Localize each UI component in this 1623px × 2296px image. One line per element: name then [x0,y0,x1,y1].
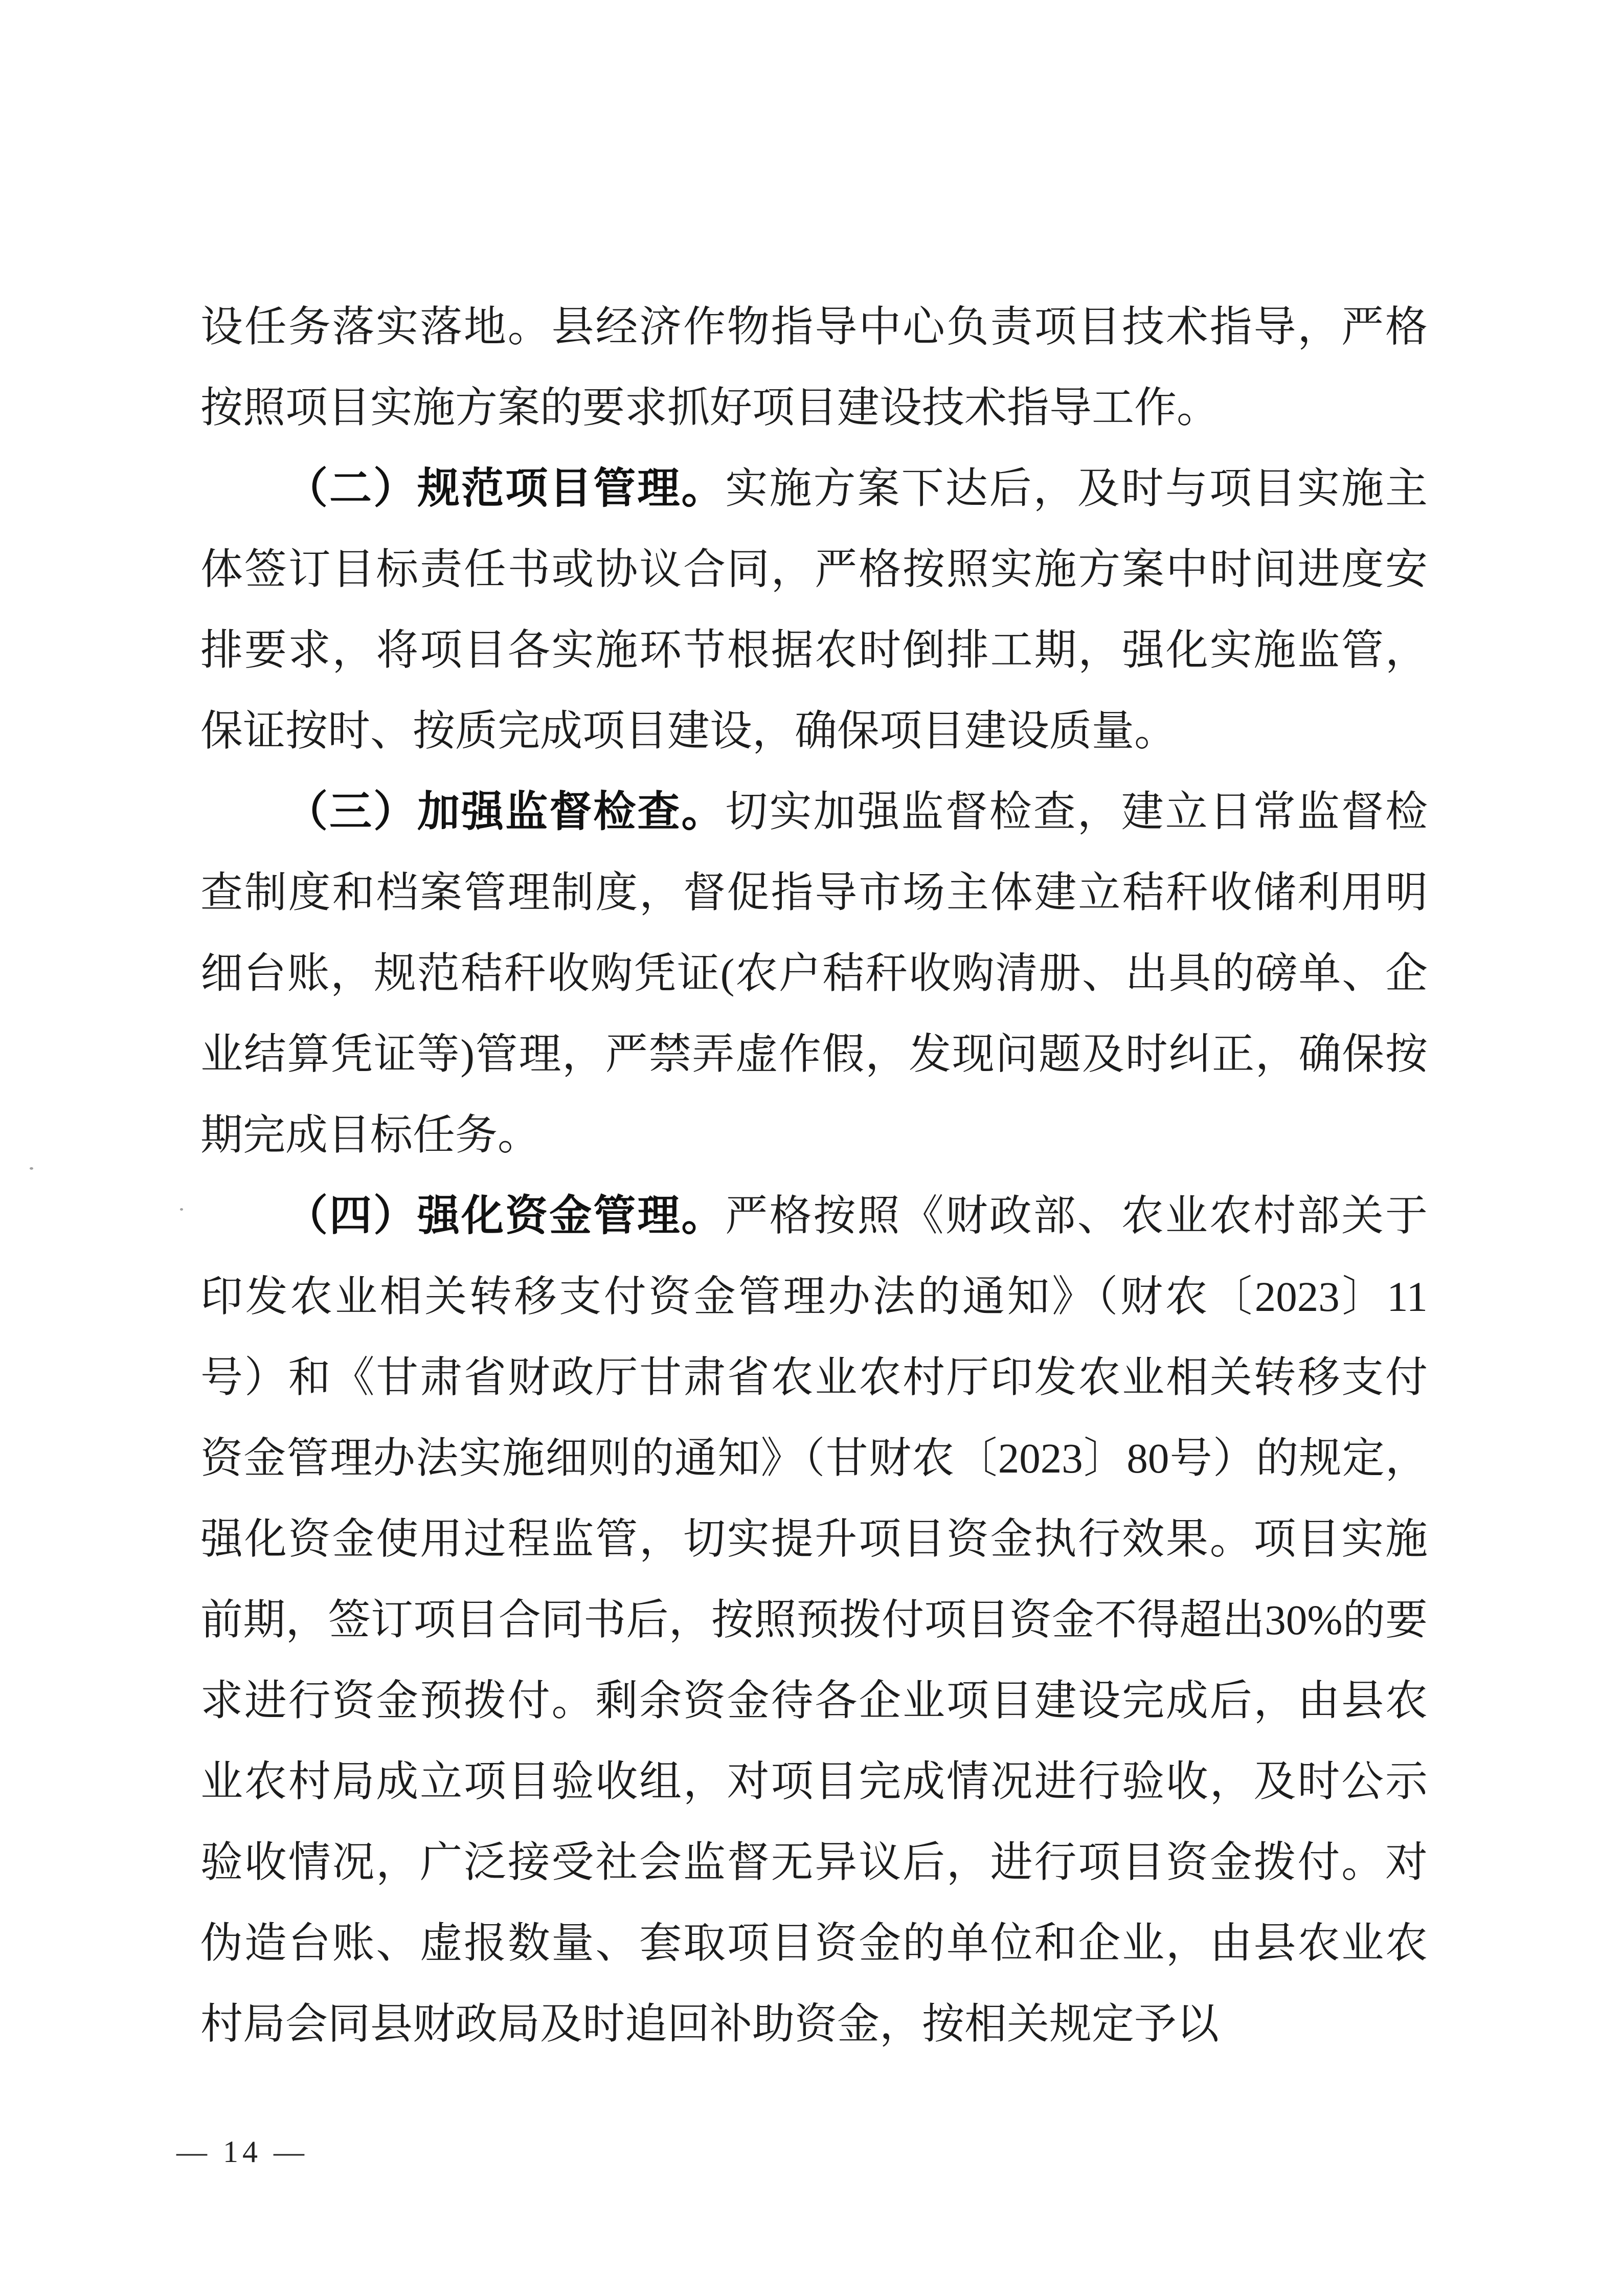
paragraph-text: 实施方案下达后，及时与项目实施主体签订目标责任书或协议合同，严格按照实施方案中时间进度安排要求，将项目各实施环节根据农时倒排工期，强化实施监管，保证按时、按质完成项目建设，确保项目建设质量。 [200,465,1428,754]
document-body [200,286,1428,2064]
scan-speck [30,1167,33,1170]
paragraph-section-4 [200,1175,1428,2064]
paragraph-text: 切实加强监督检查，建立日常监督检查制度和档案管理制度，督促指导市场主体建立秸秆收储利用明细台账，规范秸秆收购凭证(农户秸秆收购清册、出具的磅单、企业结算凭证等)管理，严禁弄虚作假，发现问题及时纠正，确保按期完成目标任务。 [200,788,1428,1158]
paragraph-text: 设任务落实落地。县经济作物指导中心负责项目技术指导，严格按照项目实施方案的要求抓好项目建设技术指导工作。 [200,303,1428,431]
page-number: — 14 — [176,2135,308,2169]
paragraph-section-3 [200,771,1428,1175]
paragraph-heading: （二）规范项目管理。 [285,465,726,512]
scan-speck [180,1208,183,1211]
paragraph-heading: （三）加强监督检查。 [285,788,726,835]
paragraph-text: 严格按照《财政部、农业农村部关于印发农业相关转移支付资金管理办法的通知》（财农〔2023〕11号）和《甘肃省财政厅甘肃省农业农村厅印发农业相关转移支付资金管理办法实施细则的通知》（甘财农〔2023〕80号）的规定，强化资金使用过程监管，切实提升项目资金执行效果。项目实施前期，签订项目合同书后，按照预拨付项目资金不得超出30%的要求进行资金预拨付。剩余资金待各企业项目建设完成后，由县农业农村局成立项目验收组，对项目完成情况进行验收，及时公示验收情况，广泛接受社会监督无异议后，进行项目资金拨付。对伪造台账、虚报数量、套取项目资金的单位和企业，由县农业农村局会同县财政局及时追回补助资金，按相关规定予以 [200,1192,1428,2047]
paragraph-section-2 [200,448,1428,771]
paragraph-continuation [200,286,1428,448]
paragraph-heading: （四）强化资金管理。 [285,1192,726,1239]
